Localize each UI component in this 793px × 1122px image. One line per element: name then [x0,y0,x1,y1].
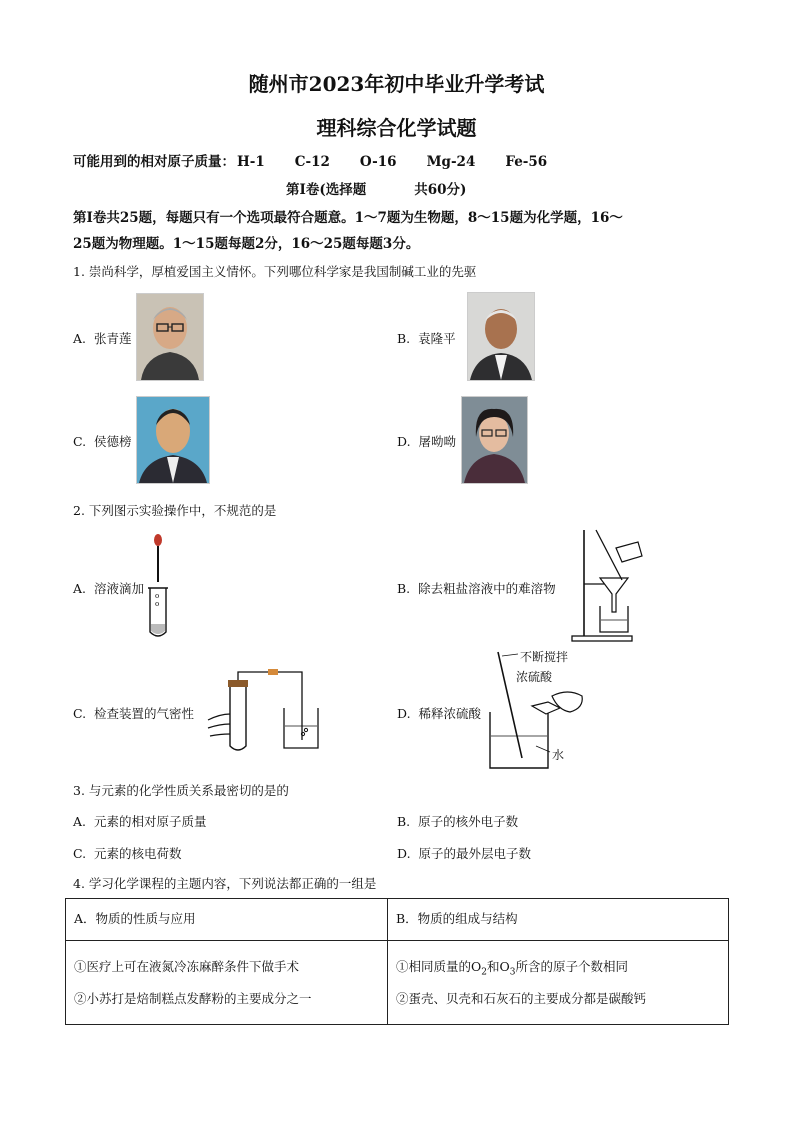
fig-d-label-stir: 不断搅拌 [520,650,569,664]
formula-o2-symbol: O [471,959,482,974]
q1-option-c[interactable] [73,432,132,450]
q4-b-statement-1 [396,951,720,983]
option-text: 检查装置的气密性 [94,706,195,721]
section-title-text: 第Ⅰ卷(选择题 [286,182,367,198]
q4-option-a-title[interactable]: A．物质的性质与应用 [66,899,388,941]
portrait-photo-c [136,396,210,484]
exam-title: 随州市2023年初中毕业升学考试 [248,72,545,96]
q1-option-d[interactable] [397,432,456,450]
fig-d-label-water: 水 [552,748,565,762]
q4-b-statement-2: ②蛋壳、贝壳和石灰石的主要成分都是碳酸钙 [396,991,647,1006]
option-text: 元素的相对原子质量 [93,814,207,829]
formula-o3-subscript: 3 [509,967,516,978]
mass-h: H-1 [237,154,265,170]
q4-option-b-title[interactable]: B．物质的组成与结构 [388,899,729,941]
option-text: 溶液滴加 [93,581,144,596]
dropper-test-tube-figure [146,532,170,640]
q2-option-a[interactable] [73,579,144,597]
q3-option-c[interactable] [73,844,182,862]
portrait-photo-b [467,292,535,381]
q4-b1-prefix: ①相同质量的 [396,959,472,974]
instructions-line2: 25题为物理题。1～15题每题2分，16～25题每题3分。 [73,236,420,252]
option-key: D. [397,846,411,861]
q1-stem: 1. 崇尚科学，厚植爱国主义情怀。下列哪位科学家是我国制碱工业的先驱 [73,264,477,279]
option-text: 张青莲 [93,331,132,346]
option-text: 侯德榜 [94,434,132,449]
option-key: C. [73,846,87,861]
atomic-mass-line [73,150,577,170]
q3-option-b[interactable] [397,812,518,830]
q1-option-a[interactable] [73,329,131,347]
section-total: 共60分) [414,182,467,198]
option-key: B. [397,581,411,596]
option-key: A. [73,581,87,596]
section-title [286,178,466,198]
q4-option-a-content [66,941,388,1025]
q4-b1-and: 和 [487,959,500,974]
option-key: B. [397,814,411,829]
option-text: 除去粗盐溶液中的难溶物 [418,581,556,596]
instructions-line1: 第Ⅰ卷共25题，每题只有一个选项最符合题意。1～7题为生物题，8～15题为化学题，16～ [73,210,623,226]
q4-options-table [65,898,729,1025]
option-text: 原子的最外层电子数 [418,846,532,861]
q4-a-statement-2: ②小苏打是焙制糕点发酵粉的主要成分之一 [74,991,312,1006]
mass-fe: Fe-56 [505,154,548,170]
svg-text:o: o [155,600,160,608]
fig-d-label-acid: 浓硫酸 [516,670,553,684]
q3-stem: 3. 与元素的化学性质关系最密切的是的 [73,783,289,798]
q2-option-c[interactable] [73,704,194,722]
q2-option-d[interactable] [397,704,481,722]
atomic-mass-label: 可能用到的相对原子质量： [73,154,235,170]
mass-o: O-16 [359,154,397,170]
q4-option-b-content [388,941,729,1025]
formula-o3-symbol: O [499,959,510,974]
option-text: 元素的核电荷数 [94,846,182,861]
portrait-photo-a [136,293,204,381]
option-key: D. [397,706,411,721]
option-key: A. [73,331,87,346]
q3-option-d[interactable] [397,844,531,862]
option-text: 原子的核外电子数 [418,814,519,829]
q2-option-b[interactable] [397,579,556,597]
q3-option-a[interactable] [73,812,206,830]
option-text: 屠呦呦 [418,434,457,449]
q2-stem: 2. 下列图示实验操作中，不规范的是 [73,503,277,518]
airtightness-check-figure [206,668,326,754]
mass-c: C-12 [294,154,330,170]
q4-b1-suffix: 所含的原子个数相同 [515,959,629,974]
option-text: 稀释浓硫酸 [418,706,482,721]
formula-o2-subscript: 2 [481,967,487,978]
option-key: C. [73,706,87,721]
q1-option-b[interactable] [397,329,456,347]
mass-mg: Mg-24 [426,154,476,170]
option-key: B. [397,331,411,346]
svg-text:o: o [155,592,160,600]
q4-stem: 4. 学习化学课程的主题内容，下列说法都正确的一组是 [73,876,377,891]
option-key: A. [73,814,87,829]
option-key: D. [397,434,411,449]
option-key: C. [73,434,87,449]
q4-a-statement-1: ①医疗上可在液氮冷冻麻醉条件下做手术 [74,959,300,974]
filtration-apparatus-figure [570,528,646,643]
portrait-photo-d [461,396,528,484]
option-text: 袁隆平 [418,331,456,346]
dilute-sulfuric-acid-figure [486,648,592,774]
exam-subtitle: 理科综合化学试题 [316,116,477,140]
